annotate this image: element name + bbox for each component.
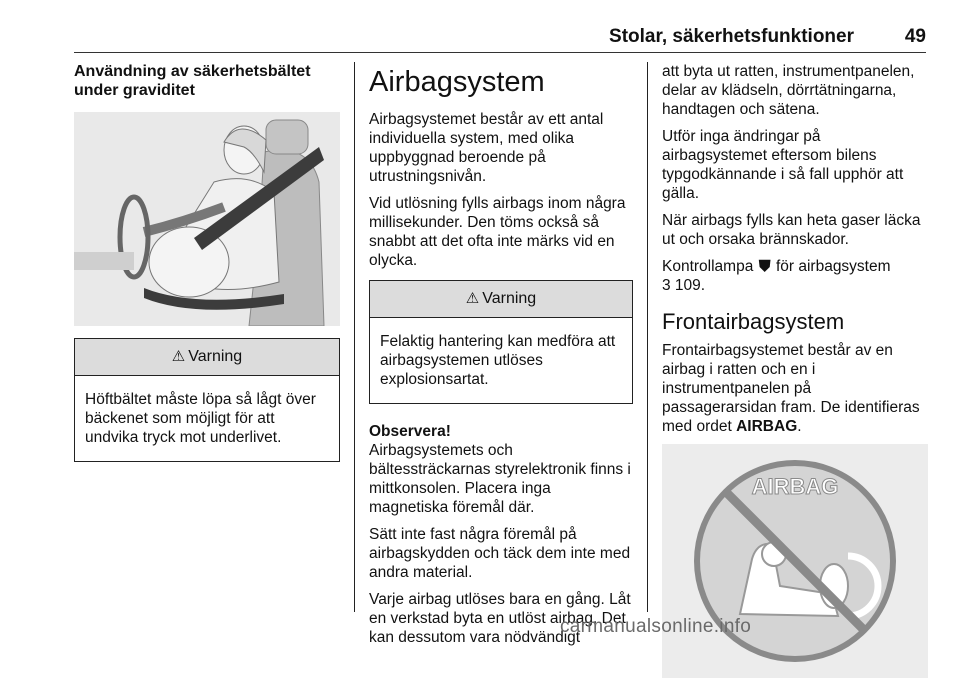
warning-header [370,281,632,318]
warning-lamp-text-after: för airbagsystem [775,258,891,275]
header-title: Stolar, säkerhetsfunktioner [609,26,854,47]
column-3 [662,62,928,678]
warning-box-airbag [369,280,633,404]
note-label: Observera! [369,423,451,440]
warning-box-pregnancy [74,338,340,462]
paragraph: Varje airbag utlöses bara en gång. Låt en verkstad byta en utlöst airbag. Det kan dessutom vara nödvändigt [369,591,631,646]
warning-text: Höftbältet måste löpa så lågt över bäckenet som möjligt för att undvika tryck mot underlivet. [85,391,316,446]
column-2 [369,62,633,655]
watermark: carmanualsonline.info [560,616,752,637]
warning-header [75,339,339,376]
column-1 [74,62,340,480]
section-heading-front-airbag: Frontairbagsystem [662,309,845,334]
warning-lamp-text-before: Kontrollampa [662,258,754,275]
page-reference: 3 109. [662,277,706,294]
warning-title: Varning [482,290,537,307]
period: . [797,418,802,435]
airbag-child-seat-warning-icon [662,444,928,678]
paragraph: Vid utlösning fylls airbags inom några millisekunder. Den töms också så snabbt att det ofta inte märks vid en olycka. [369,195,626,269]
page-header [74,26,926,53]
page-number: 49 [904,26,926,47]
paragraph-front-airbag [662,341,928,436]
pregnant-woman-seatbelt-illustration [74,112,340,326]
warning-triangle-icon: ⚠ [171,348,186,365]
paragraph: att byta ut ratten, instrumentpanelen, delar av klädseln, dörrtätningarna, handtagen och sätena. [662,63,915,118]
column-divider-left [354,62,355,612]
paragraph: När airbags fylls kan heta gaser läcka ut och orsaka brännskador. [662,212,921,248]
front-airbag-text: Frontairbagsystemet består av en airbag i ratten och en i instrumentpanelen på passagerarsidan fram. De identifieras med ordet [662,342,920,435]
section-heading-airbag: Airbagsystem [369,66,545,98]
warning-text: Felaktig hantering kan medföra att airbagsystemen utlöses explosionsartat. [380,333,616,388]
airbag-lamp-icon: ⛊ [758,258,771,275]
warning-title: Varning [188,348,243,365]
paragraph: Sätt inte fast några föremål på airbagskydden och täck dem inte med andra material. [369,526,631,581]
airbag-label: AIRBAG [751,474,839,499]
paragraph-warning-lamp [662,257,928,276]
airbag-word: AIRBAG [736,418,798,435]
section-heading-pregnancy: Användning av säkerhetsbältet under graviditet [74,63,311,99]
paragraph: Airbagsystemet består av ett antal individuella system, med olika uppbyggnad beroende på utrustningsnivån. [369,111,604,185]
column-divider-right [647,62,648,612]
note-text: Airbagsystemets och bältessträckarnas styrelektronik finns i mittkonsolen. Placera inga magnetiska föremål där. [369,442,631,516]
warning-triangle-icon: ⚠ [465,290,480,307]
paragraph: Utför inga ändringar på airbagsystemet eftersom bilens typgodkännande i så fall upphör att gälla. [662,128,904,202]
